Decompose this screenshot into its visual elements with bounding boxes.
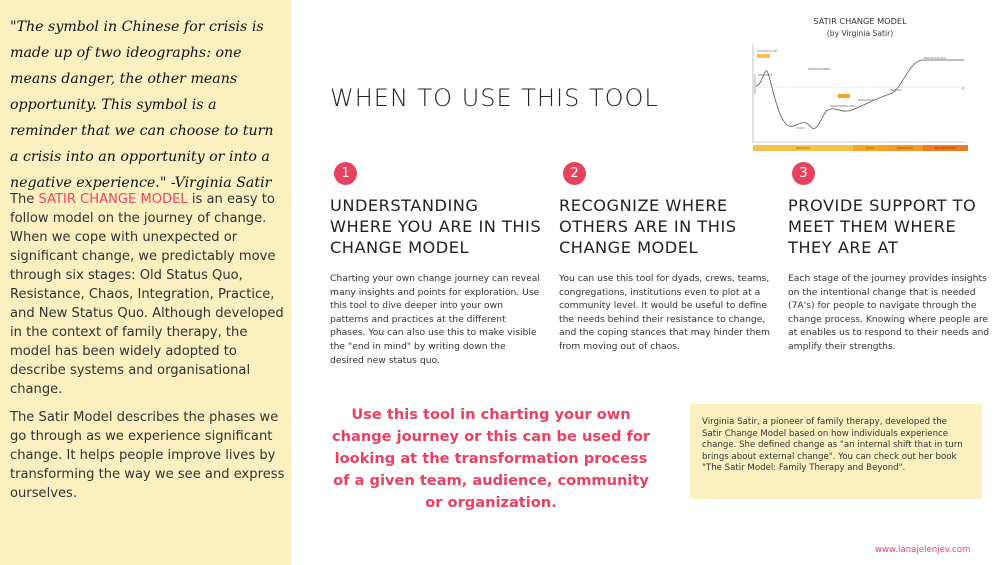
chart-title: SATIR CHANGE MODEL xyxy=(813,16,907,26)
satir-model-highlight: SATIR CHANGE MODEL xyxy=(38,192,188,207)
band-integration-label: INTEGRATION xyxy=(897,147,913,150)
old-status-quo-tag xyxy=(757,54,770,58)
column-body: Charting your own change journey can reveal many insights and points for exploration. Use this tool to dive deeper into your own patterns and practices at the different phases. You can also use this to make visible the "end in mind" by writing down the desired new status quo. xyxy=(330,273,540,366)
intro-before: The xyxy=(10,192,39,207)
band-new-status-quo-label: NEW STATUS QUO xyxy=(934,147,956,150)
practice-label: PRACTICE xyxy=(890,89,902,92)
integration-label: INTEGRATION xyxy=(858,99,874,102)
foreign-element-label: FOREIGN ELEMENT xyxy=(808,68,831,71)
chart-subtitle: (by Virginia Satir) xyxy=(826,29,894,38)
step-number-badge: 2 xyxy=(563,162,586,185)
step-number-badge: 1 xyxy=(334,162,357,185)
column-heading: PROVIDE SUPPORT TO MEET THEM WHERE THEY ARE AT xyxy=(788,196,977,257)
satir-note-text: Virginia Satir, a pioneer of family therapy, developed the Satir Change Model based on how individuals experience change. She defined change as "an internal shift that in turn brings about external change". You can check out her book "The Satir Model: Family Therapy and Beyond". xyxy=(702,417,963,474)
column-understanding xyxy=(330,162,542,367)
satir-model-paragraph: The Satir Model describes the phases we go through as we experience significant change. It helps people improve lives by transforming the way we see and express ourselves. xyxy=(10,410,285,501)
change-curve xyxy=(756,60,964,128)
status-quo-marker: SQ xyxy=(962,86,965,90)
y-axis-label: PERFORMANCE xyxy=(754,74,757,94)
page-title: WHEN TO USE THIS TOOL xyxy=(330,84,659,112)
column-body: Each stage of the journey provides insights on the intentional change that is needed (7A's) for people to navigate through the change process. Knowing where people are at enables us to respond to their needs and amplify their strengths. xyxy=(788,273,990,352)
band-chaos-label: CHAOS xyxy=(865,147,875,150)
transforming-idea-label: TRANSFORMING IDEA xyxy=(830,105,855,108)
intro-paragraph xyxy=(10,190,288,399)
website-link[interactable]: www.lanajelenjev.com xyxy=(875,545,971,555)
old-status-quo-label: OLD STATUS QUO xyxy=(757,50,778,53)
resistance-label: RESISTANCE xyxy=(758,74,773,77)
new-status-quo-label: NEW STATUS QUO xyxy=(924,57,946,60)
sidebar-panel xyxy=(0,0,291,565)
step-number-badge: 3 xyxy=(792,162,815,185)
satir-quote: "The symbol in Chinese for crisis is made up of two ideographs: one means danger, the other means opportunity. This symbol is a reminder that we can choose to turn a crisis into an opportunity or into a negative experience." -Virginia Satir xyxy=(10,19,274,191)
satir-change-model-chart xyxy=(752,14,970,156)
band-resistance-label: RESISTANCE xyxy=(795,147,811,150)
chaos-label: CHAOS xyxy=(796,127,805,130)
intro-after: is an easy to follow model on the journey of change. When we cope with unexpected or significant change, we predictably move through six stages: Old Status Quo, Resistance, Chaos, Integration, Practice, and New Status Quo. Although developed in the context of family therapy, the model has been widely adopted to describe systems and organisational change. xyxy=(10,192,284,397)
column-recognize xyxy=(559,162,771,354)
column-body: You can use this tool for dyads, crews, teams, congregations, institutions even to plot at a community level. It would be useful to define the needs behind their resistance to change, and the coping stances that may hinder them from moving out of chaos. xyxy=(559,273,771,352)
transforming-idea-tag xyxy=(838,94,850,98)
satir-note-box xyxy=(690,404,982,499)
column-heading: RECOGNIZE WHERE OTHERS ARE IN THIS CHANGE MODEL xyxy=(559,196,737,257)
callout-text: Use this tool in charting your own change journey or this can be used for looking at the transformation process of a given team, audience, community or organization. xyxy=(331,406,651,511)
column-heading: UNDERSTANDING WHERE YOU ARE IN THIS CHANGE MODEL xyxy=(330,196,542,257)
column-support xyxy=(788,162,1000,354)
